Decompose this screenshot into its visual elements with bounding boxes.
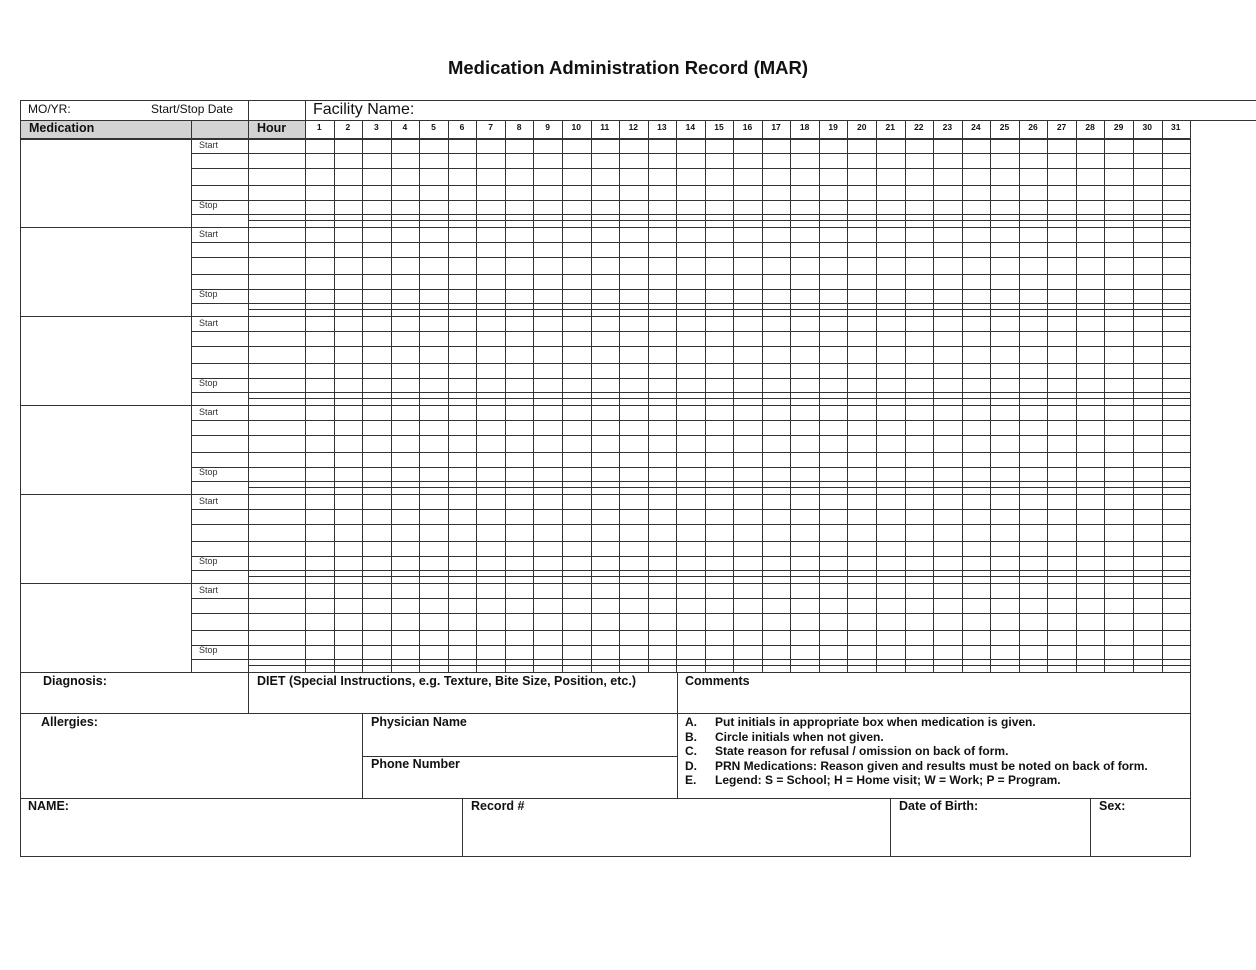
stop-label: Stop <box>199 200 218 210</box>
day-column-border <box>733 120 734 672</box>
facility-divider <box>305 100 306 120</box>
hour-row-line <box>191 613 1190 614</box>
diagnosis-label: Diagnosis: <box>43 674 107 688</box>
instruction-text: PRN Medications: Reason given and results must be noted on back of form. <box>715 758 1148 773</box>
start-stop-divider <box>248 100 249 120</box>
instruction-text: State reason for refusal / omission on back of form. <box>715 744 1009 759</box>
medication-row-border <box>20 316 1190 317</box>
hour-row-line <box>248 487 1190 488</box>
stop-label: Stop <box>199 378 218 388</box>
day-column-border <box>419 120 420 672</box>
instruction-key: B. <box>685 729 697 744</box>
day-header-29: 29 <box>1113 122 1124 132</box>
hour-row-line <box>191 570 1190 571</box>
day-header-16: 16 <box>742 122 753 132</box>
day-header-27: 27 <box>1056 122 1067 132</box>
hour-row-line <box>248 220 1190 221</box>
start-label: Start <box>199 407 219 417</box>
diagnosis-bottom-border <box>20 713 1190 714</box>
instruction-item <box>685 730 884 744</box>
hour-row-line <box>191 452 1190 453</box>
hour-row-line <box>191 363 1190 364</box>
instruction-key: D. <box>685 758 697 773</box>
hour-row-line <box>191 524 1190 525</box>
facility-name-label: Facility Name: <box>313 101 415 118</box>
hour-row-line <box>191 598 1190 599</box>
medication-row-border <box>20 494 1190 495</box>
day-header-4: 4 <box>402 122 408 132</box>
instruction-key: A. <box>685 715 697 729</box>
stop-label: Stop <box>199 467 218 477</box>
hour-row-line <box>248 398 1190 399</box>
day-column-border <box>362 120 363 672</box>
hour-row-line <box>191 420 1190 421</box>
start-label: Start <box>199 585 219 595</box>
day-header-25: 25 <box>999 122 1010 132</box>
hour-row-line <box>191 168 1190 169</box>
name-label: NAME: <box>28 799 69 813</box>
day-header-10: 10 <box>571 122 581 132</box>
hour-row-line <box>191 242 1190 243</box>
day-header-11: 11 <box>600 122 610 132</box>
day-header-9: 9 <box>545 122 551 132</box>
hour-row-line <box>191 509 1190 510</box>
day-column-border <box>933 120 934 672</box>
day-header-19: 19 <box>828 122 838 132</box>
instruction-key: C. <box>685 744 697 759</box>
comments-left-border <box>677 672 678 798</box>
day-header-1: 1 <box>316 122 322 132</box>
hour-row-line <box>191 392 1190 393</box>
day-header-3: 3 <box>374 122 379 132</box>
hour-row-line <box>248 665 1190 666</box>
physician-left-border <box>362 713 363 798</box>
hour-row-line <box>191 274 1190 275</box>
day-column-border <box>334 120 335 672</box>
hour-row-line <box>191 303 1190 304</box>
day-header-12: 12 <box>628 122 639 132</box>
record-number-label: Record # <box>471 799 525 813</box>
instruction-item <box>685 744 1008 758</box>
hour-row-line <box>191 645 1190 646</box>
day-column-border <box>476 120 477 672</box>
hour-row-line <box>191 289 1190 290</box>
hour-header: Hour <box>257 121 287 135</box>
instruction-text: Circle initials when not given. <box>715 729 884 744</box>
grid-bottom-border <box>20 672 1190 673</box>
day-column-border <box>819 120 820 672</box>
hour-row-line <box>191 378 1190 379</box>
start-stop-date-label: Start/Stop Date <box>151 102 234 116</box>
day-header-24: 24 <box>971 122 981 132</box>
day-column-border <box>648 120 649 672</box>
day-header-20: 20 <box>856 122 867 132</box>
stop-label: Stop <box>199 645 218 655</box>
hour-row-line <box>191 435 1190 436</box>
sex-left-border <box>1090 798 1091 856</box>
hour-row-line <box>191 659 1190 660</box>
hour-row-line <box>191 185 1190 186</box>
day-header-28: 28 <box>1085 122 1095 132</box>
medication-row-border <box>20 583 1190 584</box>
day-column-border <box>876 120 877 672</box>
hour-row-line <box>191 153 1190 154</box>
day-header-14: 14 <box>685 122 696 132</box>
day-header-13: 13 <box>657 122 667 132</box>
day-column-border <box>305 120 306 672</box>
day-header-30: 30 <box>1142 122 1152 132</box>
facility-top-border <box>305 100 1256 101</box>
allergies-label: Allergies: <box>41 715 98 729</box>
footer-bottom-border <box>20 856 1190 857</box>
phone-number-label: Phone Number <box>371 757 460 771</box>
page-title: Medication Administration Record (MAR) <box>447 57 809 78</box>
instruction-text: Legend: S = School; H = Home visit; W = Work; P = Program. <box>715 773 1061 788</box>
start-label: Start <box>199 140 219 150</box>
hour-row-line <box>191 214 1190 215</box>
hour-row-line <box>191 257 1190 258</box>
stop-label: Stop <box>199 289 218 299</box>
hour-row-line <box>191 630 1190 631</box>
day-header-22: 22 <box>914 122 924 132</box>
dob-left-border <box>890 798 891 856</box>
header-top-border <box>20 100 305 101</box>
day-column-border <box>505 120 506 672</box>
record-left-border <box>462 798 463 856</box>
day-header-7: 7 <box>488 122 493 132</box>
mo-yr-label: MO/YR: <box>28 102 71 116</box>
left-border <box>20 100 21 856</box>
hour-row-line <box>191 556 1190 557</box>
day-column-border <box>762 120 763 672</box>
start-label: Start <box>199 318 219 328</box>
day-column-border <box>1047 120 1048 672</box>
day-header-15: 15 <box>714 122 724 132</box>
day-header-18: 18 <box>799 122 810 132</box>
instruction-item <box>685 759 1148 773</box>
stop-label: Stop <box>199 556 218 566</box>
allergies-bottom-border <box>20 798 1190 799</box>
day-header-26: 26 <box>1028 122 1038 132</box>
medication-row-border <box>20 138 1190 139</box>
day-column-border <box>391 120 392 672</box>
day-column-border <box>533 120 534 672</box>
header-divider <box>20 120 1256 121</box>
hour-row-line <box>191 331 1190 332</box>
instruction-key: E. <box>685 773 697 788</box>
start-label: Start <box>199 229 219 239</box>
date-of-birth-label: Date of Birth: <box>899 799 979 813</box>
right-border <box>1190 120 1191 857</box>
day-column-border <box>1076 120 1077 672</box>
hour-row-line <box>248 576 1190 577</box>
day-column-border <box>790 120 791 672</box>
day-column-border <box>448 120 449 672</box>
instruction-item <box>685 715 1036 729</box>
comments-label: Comments <box>685 674 750 688</box>
start-stop-column-border <box>191 120 192 672</box>
medication-row-border <box>20 227 1190 228</box>
day-column-border <box>1133 120 1134 672</box>
physician-name-label: Physician Name <box>371 715 467 729</box>
sex-label: Sex: <box>1099 799 1126 813</box>
day-header-23: 23 <box>942 122 953 132</box>
medication-row-border <box>20 405 1190 406</box>
hour-row-line <box>191 541 1190 542</box>
day-header-17: 17 <box>771 122 781 132</box>
day-column-border <box>591 120 592 672</box>
day-header-8: 8 <box>516 122 522 132</box>
day-column-border <box>962 120 963 672</box>
hour-row-line <box>248 309 1190 310</box>
day-header-21: 21 <box>885 122 895 132</box>
hour-row-line <box>191 200 1190 201</box>
start-label: Start <box>199 496 219 506</box>
hour-row-line <box>191 346 1190 347</box>
day-column-border <box>1104 120 1105 672</box>
day-column-border <box>676 120 677 672</box>
instruction-item <box>685 773 1061 787</box>
day-column-border <box>619 120 620 672</box>
hour-row-line <box>191 481 1190 482</box>
day-header-31: 31 <box>1171 122 1181 132</box>
diet-left-border <box>248 672 249 713</box>
hour-row-line <box>191 467 1190 468</box>
day-column-border <box>847 120 848 672</box>
day-column-border <box>1019 120 1020 672</box>
day-header-2: 2 <box>345 122 351 132</box>
day-column-border <box>562 120 563 672</box>
instruction-text: Put initials in appropriate box when medication is given. <box>715 715 1036 729</box>
day-header-6: 6 <box>459 122 465 132</box>
day-header-5: 5 <box>431 122 436 132</box>
day-column-border <box>905 120 906 672</box>
day-column-border <box>1162 120 1163 672</box>
day-column-border <box>705 120 706 672</box>
diet-label: DIET (Special Instructions, e.g. Texture, Bite Size, Position, etc.) <box>257 674 637 688</box>
day-column-border <box>990 120 991 672</box>
hour-column-border <box>248 120 249 672</box>
medication-header: Medication <box>29 121 95 135</box>
